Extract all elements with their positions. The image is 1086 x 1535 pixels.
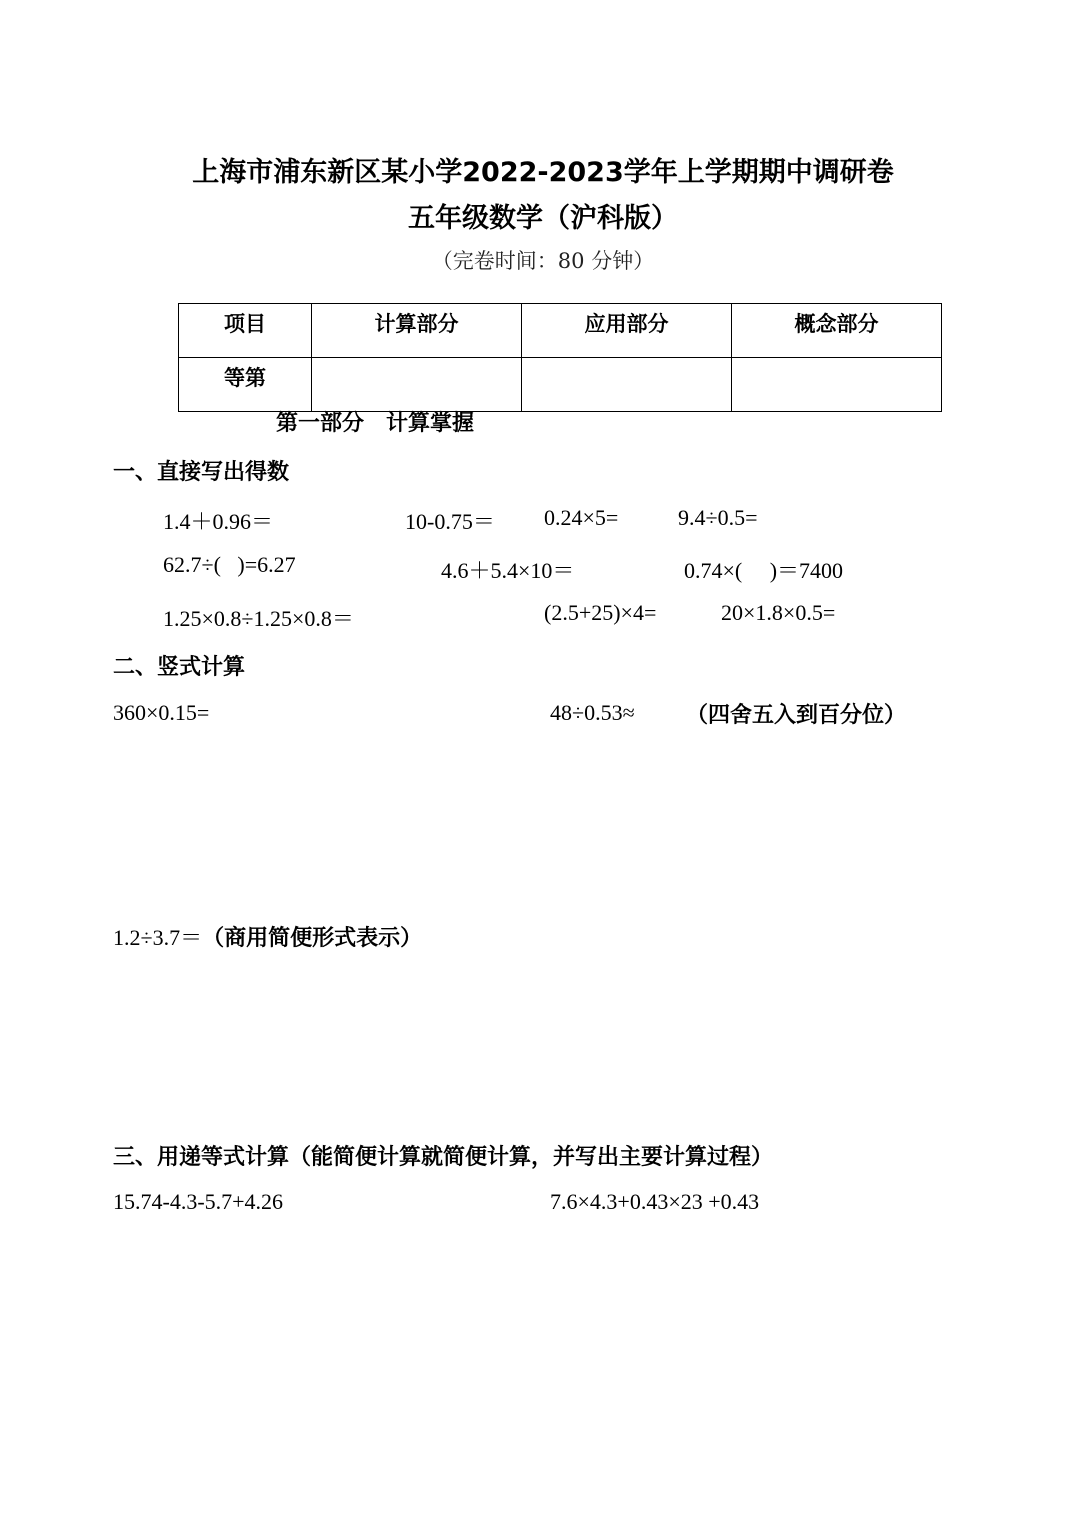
exam-subtitle: 五年级数学（沪科版） [408,203,678,234]
section1-item-10: 20×1.8×0.5= [721,600,836,625]
section1-item-7: 0.74×( )＝7400 [684,558,844,583]
grade-table-header-calculation: 计算部分 [312,304,522,358]
section3-item-1: 15.74-4.3-5.7+4.26 [113,1189,284,1214]
section1-item-1: 1.4＋0.96＝ [163,509,274,534]
section2-item-3: 1.2÷3.7＝ [113,925,203,950]
grade-cell-application[interactable] [522,358,732,412]
section1-item-3: 0.24×5= [544,505,619,530]
section3-item-2: 7.6×4.3+0.43×23 +0.43 [550,1189,760,1214]
section1-item-4: 9.4÷0.5= [678,505,758,530]
exam-time-note: （完卷时间：80 分钟） [431,249,655,273]
section1-item-6: 4.6＋5.4×10＝ [441,558,575,583]
grade-cell-calculation[interactable] [312,358,522,412]
section2-item-3-line [113,921,422,952]
grade-table-header-item: 项目 [179,304,312,358]
section2-item-2: 48÷0.53≈ [550,700,635,725]
grade-table [178,303,942,412]
section1-item-2: 10-0.75＝ [405,509,495,534]
section2-title: 二、竖式计算 [113,655,246,680]
part-one-title: 第一部分 计算掌握 [276,411,475,436]
grade-table-header-row [179,304,942,358]
grade-table-header-application: 应用部分 [522,304,732,358]
grade-table-header-concept: 概念部分 [732,304,942,358]
section1-title: 一、直接写出得数 [113,460,290,485]
section1-item-5: 62.7÷( )=6.27 [163,552,296,577]
grade-table-row-label: 等第 [179,358,312,412]
section2-item-2-note: （四舍五入到百分位） [686,703,907,728]
section1-item-9: (2.5+25)×4= [544,600,657,625]
exam-title: 上海市浦东新区某小学2022-2023学年上学期期中调研卷 [192,157,894,188]
grade-table-grade-row [179,358,942,412]
section3-title: 三、用递等式计算（能简便计算就简便计算，并写出主要计算过程） [113,1145,774,1170]
section2-item-3-note: （商用简便形式表示） [202,926,423,951]
section2-item-1: 360×0.15= [113,700,210,725]
grade-cell-concept[interactable] [732,358,942,412]
section1-item-8: 1.25×0.8÷1.25×0.8＝ [163,606,354,631]
